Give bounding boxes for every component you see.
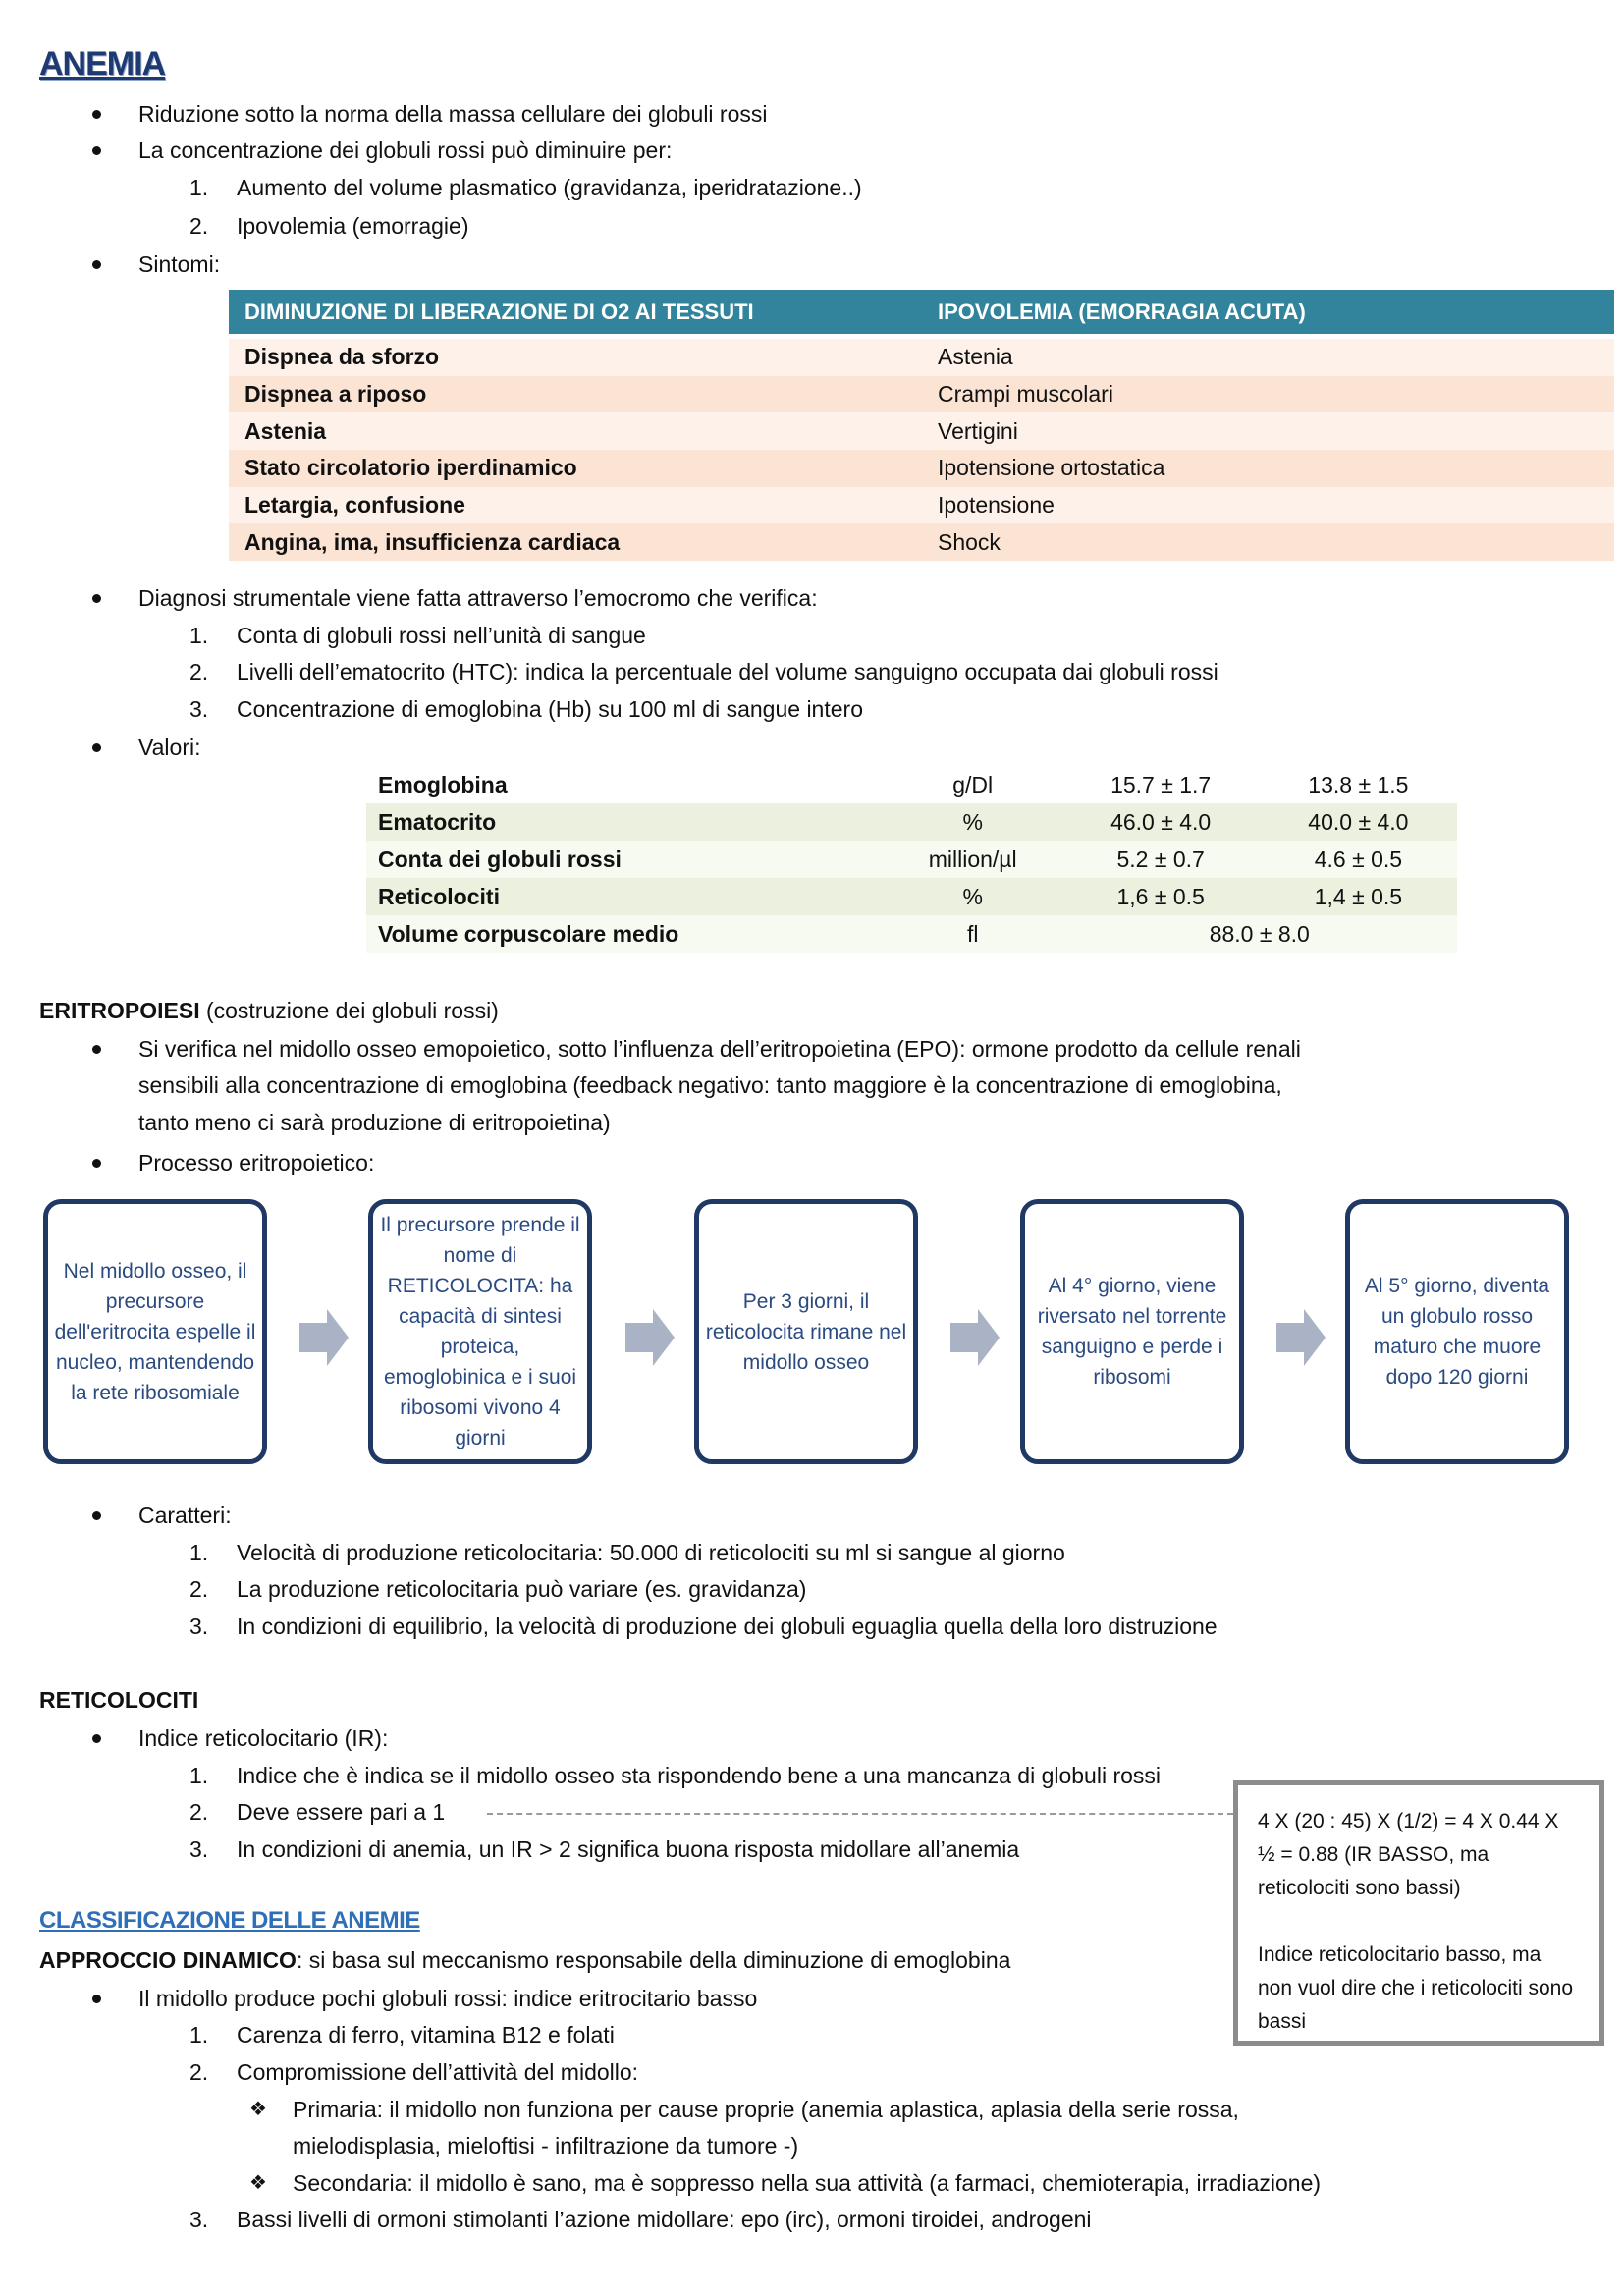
table-header: DIMINUZIONE DI LIBERAZIONE DI O2 AI TESSUTI xyxy=(229,290,922,337)
bullet-icon xyxy=(92,110,101,119)
bullet-text: Indice reticolocitario (IR): xyxy=(138,1725,389,1751)
cell: Angina, ima, insufficienza cardiaca xyxy=(229,523,922,561)
cell: Volume corpuscolare medio xyxy=(366,915,884,953)
list-item: Bassi livelli di ormoni stimolanti l’azione midollare: epo (irc), ormoni tiroidei, androgeni xyxy=(237,2207,1092,2232)
bullet-text: Processo eritropoietico: xyxy=(138,1150,375,1175)
bullet-icon xyxy=(92,146,101,155)
list-item: Compromissione dell’attività del midollo: xyxy=(237,2059,639,2085)
sub-item: Secondaria: il midollo è sano, ma è soppresso nella sua attività (a farmaci, chemioterapia, irradiazione) xyxy=(293,2170,1322,2196)
process-step: Al 4° giorno, viene riversato nel torrente sanguigno e perde i ribosomi xyxy=(1020,1199,1244,1464)
list-item: In condizioni di anemia, un IR > 2 significa buona risposta midollare all’anemia xyxy=(237,1836,1020,1862)
table-row xyxy=(229,376,1614,413)
bullet-icon xyxy=(92,1511,101,1520)
cell: 46.0 ± 4.0 xyxy=(1062,803,1260,841)
bullet-icon xyxy=(92,1734,101,1743)
cell: 15.7 ± 1.7 xyxy=(1062,766,1260,803)
list-item: La produzione reticolocitaria può variare (es. gravidanza) xyxy=(237,1576,807,1602)
table-row xyxy=(366,803,1457,841)
cell: g/Dl xyxy=(884,766,1062,803)
list-item: Conta di globuli rossi nell’unità di sangue xyxy=(237,623,646,648)
heading-text: RETICOLOCITI xyxy=(39,1687,199,1713)
table-row xyxy=(229,337,1614,376)
cell: Astenia xyxy=(922,337,1614,376)
section-heading xyxy=(39,996,499,1025)
table-row xyxy=(229,450,1614,487)
bullet-icon xyxy=(92,743,101,752)
list-item: Carenza di ferro, vitamina B12 e folati xyxy=(237,2022,615,2048)
cell: Shock xyxy=(922,523,1614,561)
cell: Ipotensione ortostatica xyxy=(922,450,1614,487)
process-step: Nel midollo osseo, il precursore dell'eritrocita espelle il nucleo, mantendendo la rete ribosomiale xyxy=(43,1199,267,1464)
list-number: 2. xyxy=(189,213,209,239)
bullet-icon xyxy=(92,594,101,603)
list-number: 3. xyxy=(189,2207,209,2232)
list-number: 1. xyxy=(189,1540,209,1565)
cell: Letargia, confusione xyxy=(229,487,922,524)
bullet-icon xyxy=(92,260,101,269)
list-number: 2. xyxy=(189,659,209,684)
cell: 1,6 ± 0.5 xyxy=(1062,878,1260,915)
table-row xyxy=(366,841,1457,878)
section-heading xyxy=(39,1685,198,1715)
cell: 1,4 ± 0.5 xyxy=(1260,878,1457,915)
list-number: 1. xyxy=(189,175,209,200)
heading-text: ERITROPOIESI xyxy=(39,998,200,1023)
list-item: Deve essere pari a 1 xyxy=(237,1799,446,1825)
list-number: 2. xyxy=(189,1799,209,1825)
sub-item: mielodisplasia, mieloftisi - infiltrazione da tumore -) xyxy=(293,2133,799,2159)
bullet-text: Caratteri: xyxy=(138,1503,232,1528)
process-step: Al 5° giorno, diventa un globulo rosso maturo che muore dopo 120 giorni xyxy=(1345,1199,1569,1464)
symptoms-table xyxy=(229,290,1614,561)
cell: Stato circolatorio iperdinamico xyxy=(229,450,922,487)
cell: million/µl xyxy=(884,841,1062,878)
bullet-text: La concentrazione dei globuli rossi può diminuire per: xyxy=(138,137,673,163)
cell: 4.6 ± 0.5 xyxy=(1260,841,1457,878)
list-item: In condizioni di equilibrio, la velocità di produzione dei globuli eguaglia quella della loro distruzione xyxy=(237,1613,1218,1639)
cell: fl xyxy=(884,915,1062,953)
diamond-bullet-icon: ❖ xyxy=(249,2099,267,2120)
cell: Crampi muscolari xyxy=(922,376,1614,413)
cell: 5.2 ± 0.7 xyxy=(1062,841,1260,878)
list-item: Aumento del volume plasmatico (gravidanza, iperidratazione..) xyxy=(237,175,862,200)
process-step: Il precursore prende il nome di RETICOLOCITA: ha capacità di sintesi proteica, emoglobinica e i suoi ribosomi vivono 4 giorni xyxy=(368,1199,592,1464)
bullet-text: tanto meno ci sarà produzione di eritropoietina) xyxy=(138,1110,611,1135)
section-heading: CLASSIFICAZIONE DELLE ANEMIE xyxy=(39,1907,420,1934)
list-number: 1. xyxy=(189,1763,209,1788)
list-item: Livelli dell’ematocrito (HTC): indica la percentuale del volume sanguigno occupata dai globuli rossi xyxy=(237,659,1218,684)
table-row xyxy=(229,412,1614,450)
approccio-label: APPROCCIO DINAMICO xyxy=(39,1947,297,1973)
list-item: Concentrazione di emoglobina (Hb) su 100 ml di sangue intero xyxy=(237,696,863,722)
list-number: 3. xyxy=(189,1836,209,1862)
cell: Dispnea da sforzo xyxy=(229,337,922,376)
bullet-text: Diagnosi strumentale viene fatta attraverso l’emocromo che verifica: xyxy=(138,585,818,611)
values-table xyxy=(366,766,1457,953)
cell: % xyxy=(884,803,1062,841)
heading-note: (costruzione dei globuli rossi) xyxy=(199,998,499,1023)
list-item: Velocità di produzione reticolocitaria: 50.000 di reticolociti su ml si sangue al giorno xyxy=(237,1540,1065,1565)
comment-box xyxy=(1233,1780,1604,2046)
cell: Ematocrito xyxy=(366,803,884,841)
cell: Ipotensione xyxy=(922,487,1614,524)
bullet-text: Riduzione sotto la norma della massa cellulare dei globuli rossi xyxy=(138,101,768,127)
process-step: Per 3 giorni, il reticolocita rimane nel midollo osseo xyxy=(694,1199,918,1464)
bullet-text: sensibili alla concentrazione di emoglobina (feedback negativo: tanto maggiore è la concentrazione di emoglobina, xyxy=(138,1072,1282,1098)
comment-text: 4 X (20 : 45) X (1/2) = 4 X 0.44 X ½ = 0.88 (IR BASSO, ma reticolociti sono bassi) xyxy=(1258,1810,1559,1899)
table-row xyxy=(366,915,1457,953)
cell: % xyxy=(884,878,1062,915)
cell: Conta dei globuli rossi xyxy=(366,841,884,878)
cell: 40.0 ± 4.0 xyxy=(1260,803,1457,841)
list-item: Indice che è indica se il midollo osseo sta rispondendo bene a una mancanza di globuli rossi xyxy=(237,1763,1162,1788)
bullet-icon xyxy=(92,1159,101,1168)
diamond-bullet-icon: ❖ xyxy=(249,2172,267,2194)
list-number: 2. xyxy=(189,1576,209,1602)
cell: Dispnea a riposo xyxy=(229,376,922,413)
table-row xyxy=(229,487,1614,524)
cell: Astenia xyxy=(229,412,922,450)
cell: Vertigini xyxy=(922,412,1614,450)
page-title: ANEMIA xyxy=(39,45,166,82)
sub-item: Primaria: il midollo non funziona per cause proprie (anemia aplastica, aplasia della serie rossa, xyxy=(293,2097,1239,2122)
bullet-icon xyxy=(92,1995,101,2003)
cell: Emoglobina xyxy=(366,766,884,803)
approccio-text: : si basa sul meccanismo responsabile della diminuzione di emoglobina xyxy=(296,1947,1011,1973)
table-row xyxy=(366,766,1457,803)
comment-connector xyxy=(487,1813,1233,1815)
bullet-icon xyxy=(92,1045,101,1054)
cell: Reticolociti xyxy=(366,878,884,915)
list-number: 1. xyxy=(189,623,209,648)
cell: 13.8 ± 1.5 xyxy=(1260,766,1457,803)
list-number: 3. xyxy=(189,696,209,722)
comment-text: Indice reticolocitario basso, ma non vuol dire che i reticolociti sono bassi xyxy=(1258,1943,1574,2033)
table-row xyxy=(229,523,1614,561)
valori-label: Valori: xyxy=(138,735,201,760)
list-number: 3. xyxy=(189,1613,209,1639)
cell: 88.0 ± 8.0 xyxy=(1062,915,1457,953)
approccio-line xyxy=(39,1945,1010,1975)
list-number: 2. xyxy=(189,2059,209,2085)
list-item: Ipovolemia (emorragie) xyxy=(237,213,469,239)
table-header: IPOVOLEMIA (EMORRAGIA ACUTA) xyxy=(922,290,1614,337)
list-number: 1. xyxy=(189,2022,209,2048)
table-row xyxy=(366,878,1457,915)
bullet-text: Il midollo produce pochi globuli rossi: indice eritrocitario basso xyxy=(138,1986,758,2011)
bullet-text: Si verifica nel midollo osseo emopoietico, sotto l’influenza dell’eritropoietina (EPO): ormone prodotto da cellule renali xyxy=(138,1036,1301,1062)
sintomi-label: Sintomi: xyxy=(138,251,221,277)
